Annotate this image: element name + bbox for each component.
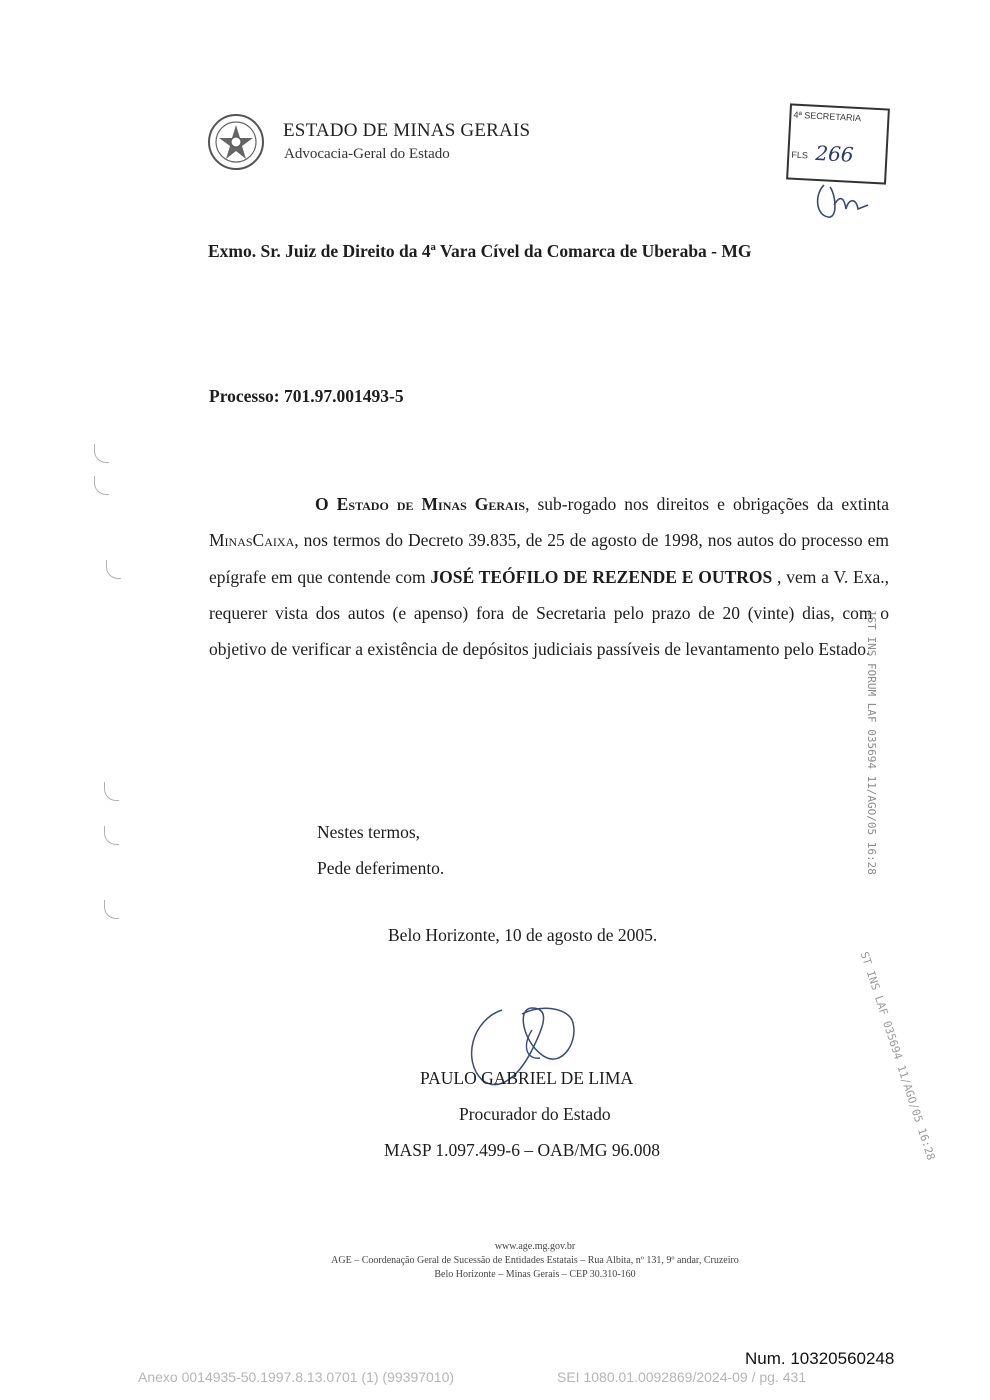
header-subtitle: Advocacia-Geral do Estado xyxy=(284,146,450,162)
closing-line-2: Pede deferimento. xyxy=(317,858,445,878)
closing-line-1: Nestes termos, xyxy=(317,822,421,842)
secretaria-stamp xyxy=(786,103,890,184)
letterhead-footer xyxy=(180,1240,890,1282)
punch-mark xyxy=(94,476,109,495)
body-text-b: , nos termos do Decreto 39.835, de 25 de agosto de 1998, nos autos do processo em epígrafe em que contende com xyxy=(209,530,889,587)
footer-address-2: Belo Horizonte – Minas Gerais – CEP 30.310-160 xyxy=(434,1269,636,1280)
punch-mark xyxy=(104,900,119,919)
document-number: Num. 10320560248 xyxy=(745,1349,895,1368)
petition-body xyxy=(209,486,889,667)
handwritten-initials-icon xyxy=(810,175,880,225)
footer-website: www.age.mg.gov.br xyxy=(494,1241,576,1252)
closing-block xyxy=(317,814,444,886)
protocol-stamp-vertical: 1ST INS FORUM LAF 035694 11/AGO/05 16:28 xyxy=(865,610,878,875)
sei-reference: SEI 1080.01.0092869/2024-09 / pg. 431 xyxy=(557,1369,807,1385)
stamp-page-number: 266 xyxy=(814,140,855,167)
addressee-line: Exmo. Sr. Juiz de Direito da 4ª Vara Cível da Comarca de Uberaba - MG xyxy=(208,241,752,261)
stamp-fls-label: FLS xyxy=(791,149,809,161)
annex-reference: Anexo 0014935-50.1997.8.13.0701 (1) (99397010) xyxy=(138,1369,455,1385)
opponent-name: JOSÉ TEÓFILO DE REZENDE E OUTROS xyxy=(430,566,773,587)
signatory-role: Procurador do Estado xyxy=(459,1104,611,1124)
header-title: ESTADO DE MINAS GERAIS xyxy=(283,120,531,141)
place-and-date: Belo Horizonte, 10 de agosto de 2005. xyxy=(388,925,658,945)
signatory-registration: MASP 1.097.499-6 – OAB/MG 96.008 xyxy=(384,1140,660,1160)
protocol-stamp-diagonal: ST INS LAF 035694 11/AGO/05 16:28 xyxy=(857,950,938,1162)
punch-mark xyxy=(106,560,121,579)
state-coat-of-arms-icon xyxy=(207,113,265,171)
signatory-name: PAULO GABRIEL DE LIMA xyxy=(420,1068,634,1088)
party-name: O Estado de Minas Gerais xyxy=(315,494,526,514)
punch-mark xyxy=(94,444,109,463)
entity-name: MinasCaixa xyxy=(209,530,295,551)
stamp-top-text: 4ª SECRETARIA xyxy=(793,109,862,124)
body-text-a: , sub-rogado nos direitos e obrigações da extinta xyxy=(525,494,889,514)
body-text-c: , vem a V. Exa., requerer vista dos autos (e apenso) fora de Secretaria pelo prazo de 20 (vinte) dias, com o objetivo de verificar a existência de depósitos judiciais passíveis de levantamento pelo Estado. xyxy=(209,566,889,660)
punch-mark xyxy=(104,782,119,801)
punch-mark xyxy=(104,826,119,845)
process-number: Processo: 701.97.001493-5 xyxy=(209,386,404,406)
footer-address-1: AGE – Coordenação Geral de Sucessão de Entidades Estatais – Rua Albita, nº 131, 9º andar, Cruzeiro xyxy=(331,1255,739,1266)
